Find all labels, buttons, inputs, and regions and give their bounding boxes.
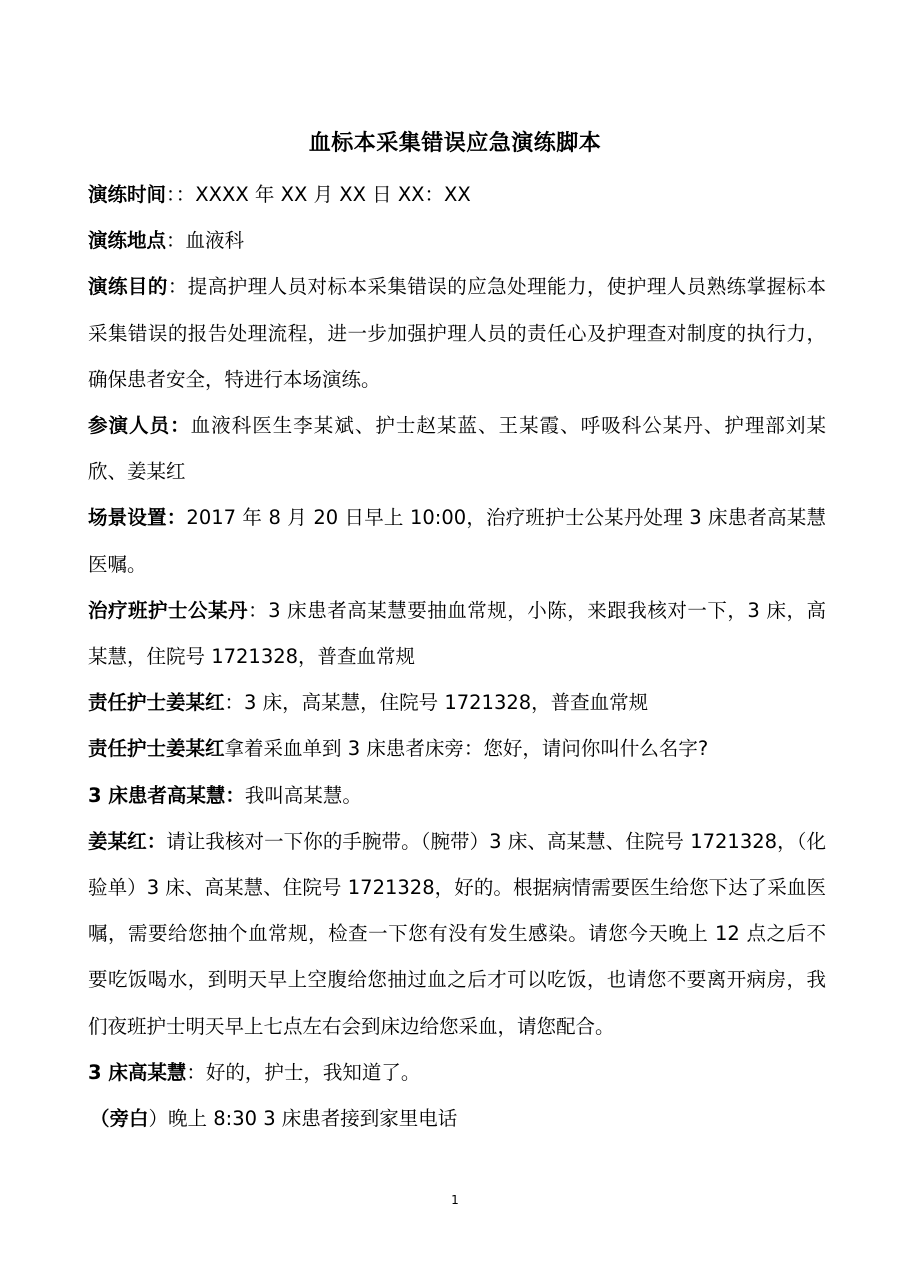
paragraph-label: （旁白	[90, 1107, 149, 1131]
paragraph-text: ：血液科	[166, 229, 245, 253]
paragraph-text: ：：XXXX 年 XX 月 XX 日 XX：XX	[166, 183, 471, 206]
paragraph-dialogue	[88, 588, 826, 680]
document-title: 血标本采集错误应急演练脚本	[308, 131, 602, 156]
paragraph-drill-time	[88, 172, 826, 218]
paragraph-drill-location	[88, 218, 826, 264]
paragraph-text: 血液科医生李某斌、护士赵某蓝、王某霞、呼吸科公某丹、护理部刘某欣、姜某红	[88, 414, 826, 484]
paragraph-dialogue	[88, 726, 826, 772]
paragraph-narration	[88, 1096, 826, 1142]
paragraph-dialogue	[88, 680, 826, 726]
paragraph-text: 2017 年 8 月 20 日早上 10:00，治疗班护士公某丹处理 3 床患者高某慧医嘱。	[88, 506, 826, 576]
paragraph-drill-purpose	[88, 264, 826, 403]
paragraph-label: 演练目的	[88, 275, 168, 299]
paragraph-dialogue	[88, 773, 826, 819]
paragraph-label: 参演人员：	[88, 414, 191, 438]
paragraph-text: ：提高护理人员对标本采集错误的应急处理能力，使护理人员熟练掌握标本采集错误的报告处理流程，进一步加强护理人员的责任心及护理查对制度的执行力，确保患者安全，特进行本场演练。	[88, 275, 826, 391]
paragraph-label: 责任护士姜某红	[88, 737, 225, 761]
document-body	[88, 172, 826, 1142]
page-number: 1	[451, 1193, 459, 1207]
paragraph-label: 演练地点	[88, 229, 167, 253]
paragraph-text: 请让我核对一下你的手腕带。（腕带）3 床、高某慧、住院号 1721328，（化验单）3 床、高某慧、住院号 1721328，好的。根据病情需要医生给您下达了采血医嘱，需要给您抽个血常规，检查一下您有没有发生感染。请您今天晚上 12 点之后不要吃饭喝水，到明天早上空腹给您抽过血之后才可以吃饭，也请您不要离开病房，我们夜班护士明天早上七点左右会到床边给您采血，请您配合。	[88, 829, 826, 1038]
paragraph-label: 3 床高某慧	[88, 1060, 187, 1084]
paragraph-text: 拿着采血单到 3 床患者床旁：您好，请问你叫什么名字?	[224, 737, 709, 761]
paragraph-text: ）晚上 8:30 3 床患者接到家里电话	[148, 1107, 458, 1131]
paragraph-label: 场景设置：	[88, 506, 187, 530]
paragraph-participants	[88, 403, 826, 495]
paragraph-text: 我叫高某慧。	[244, 783, 362, 807]
paragraph-scene-setup	[88, 495, 826, 587]
paragraph-label: 责任护士姜某红	[88, 691, 225, 715]
paragraph-dialogue	[88, 819, 826, 1050]
paragraph-label: 3 床患者高某慧：	[88, 783, 245, 807]
paragraph-label: 治疗班护士公某丹	[88, 598, 249, 622]
paragraph-label: 姜某红：	[88, 829, 167, 853]
paragraph-text: ：3 床，高某慧，住院号 1721328，普查血常规	[224, 691, 649, 715]
paragraph-label: 演练时间	[88, 183, 167, 206]
paragraph-dialogue	[88, 1050, 826, 1096]
paragraph-text: ：3 床患者高某慧要抽血常规，小陈，来跟我核对一下，3 床，高某慧，住院号 1721328，普查血常规	[88, 598, 826, 669]
paragraph-text: ：好的，护士，我知道了。	[186, 1060, 421, 1084]
